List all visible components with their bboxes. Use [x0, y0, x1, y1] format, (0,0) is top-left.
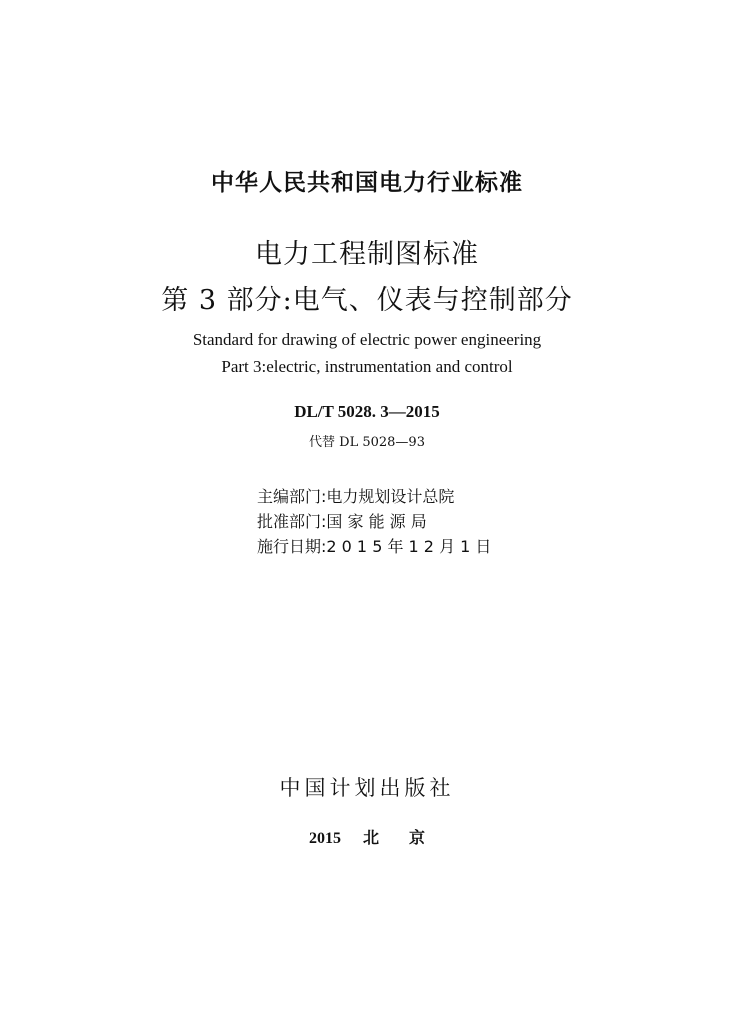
- standard-number: DL/T 5028. 3—2015: [294, 402, 440, 421]
- replaces-note: 代替 DL 5028—93: [309, 435, 425, 450]
- editor-department: 主编部门:电力规划设计总院: [257, 487, 455, 506]
- effective-date: 施行日期:2 0 1 5 年 1 2 月 1 日: [257, 537, 492, 556]
- title-english-line-2: Part 3:electric, instrumentation and control: [221, 357, 513, 376]
- publication-line: [0, 825, 734, 848]
- approver-department: 批准部门:国 家 能 源 局: [257, 512, 427, 531]
- title-chinese-line-2: 第 3 部分:电气、仪表与控制部分: [161, 285, 573, 316]
- issuer-heading: 中华人民共和国电力行业标准: [211, 170, 523, 196]
- title-chinese-line-1: 电力工程制图标准: [255, 239, 479, 270]
- title-english-line-1: Standard for drawing of electric power engineering: [192, 330, 542, 349]
- publisher-name: 中国计划出版社: [279, 776, 455, 800]
- publication-year: 2015: [308, 830, 341, 847]
- publication-city: 北京: [362, 830, 455, 847]
- issuance-info: [257, 484, 491, 559]
